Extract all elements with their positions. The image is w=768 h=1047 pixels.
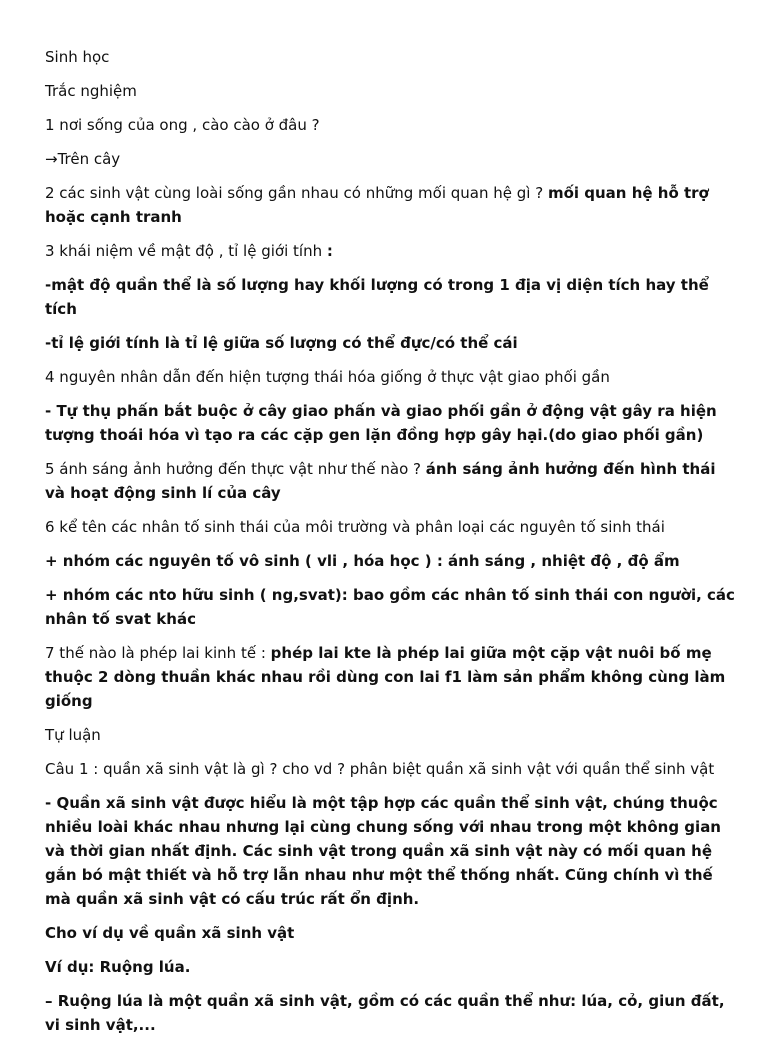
question-5-answer: ánh sáng ảnh hưởng đến hình thái và hoạt động sinh lí của cây xyxy=(45,460,716,502)
section-heading-trac-nghiem: Trắc nghiệm xyxy=(45,82,137,100)
question-1: 1 nơi sống của ong , cào cào ở đâu ? xyxy=(45,116,320,134)
question-7-text: 7 thế nào là phép lai kinh tế : xyxy=(45,644,271,662)
essay-question-1: Câu 1 : quần xã sinh vật là gì ? cho vd ? phân biệt quần xã sinh vật với quần thể sinh vật xyxy=(45,760,715,778)
essay-example-heading: Cho ví dụ về quần xã sinh vật xyxy=(45,924,295,942)
answer-6-biotic: + nhóm các nto hữu sinh ( ng,svat): bao gồm các nhân tố sinh thái con người, các nhân tố svat khác xyxy=(45,586,735,628)
question-7 xyxy=(45,641,735,713)
document-page xyxy=(45,45,735,1047)
doc-title: Sinh học xyxy=(45,48,110,66)
question-2 xyxy=(45,181,735,229)
question-5-text: 5 ánh sáng ảnh hưởng đến thực vật như thế nào ? xyxy=(45,460,426,478)
question-5 xyxy=(45,457,735,505)
question-7-answer: phép lai kte là phép lai giữa một cặp vật nuôi bố mẹ thuộc 2 dòng thuần khác nhau rồi dùng con lai f1 làm sản phẩm không cùng làm giống xyxy=(45,644,726,710)
question-3-text: 3 khái niệm về mật độ , tỉ lệ giới tính xyxy=(45,242,327,260)
question-6: 6 kể tên các nhân tố sinh thái của môi trường và phân loại các nguyên tố sinh thái xyxy=(45,518,665,536)
question-2-answer: mối quan hệ hỗ trợ hoặc cạnh tranh xyxy=(45,184,709,226)
question-3 xyxy=(45,239,735,263)
section-heading-tu-luan: Tự luận xyxy=(45,726,101,744)
essay-answer-definition: - Quần xã sinh vật được hiểu là một tập hợp các quần thể sinh vật, chúng thuộc nhiều loài khác nhau nhưng lại cùng chung sống với nhau trong một không gian và thời gian nhất định. Các sinh vật trong quần xã sinh vật này có mối quan hệ gắn bó mật thiết và hỗ trợ lẫn nhau như một thể thống nhất. Cũng chính vì thế mà quần xã sinh vật có cấu trúc rất ổn định. xyxy=(45,794,721,908)
question-2-text: 2 các sinh vật cùng loài sống gần nhau có những mối quan hệ gì ? xyxy=(45,184,548,202)
answer-1: →Trên cây xyxy=(45,150,121,168)
question-4: 4 nguyên nhân dẫn đến hiện tượng thái hóa giống ở thực vật giao phối gần xyxy=(45,368,610,386)
answer-6-abiotic: + nhóm các nguyên tố vô sinh ( vli , hóa học ) : ánh sáng , nhiệt độ , độ ẩm xyxy=(45,552,680,570)
essay-example-label: Ví dụ: Ruộng lúa. xyxy=(45,958,191,976)
essay-example-detail: – Ruộng lúa là một quần xã sinh vật, gồm có các quần thể như: lúa, cỏ, giun đất, vi sinh vật,... xyxy=(45,992,725,1034)
answer-4: - Tự thụ phấn bắt buộc ở cây giao phấn và giao phối gần ở động vật gây ra hiện tượng thoái hóa vì tạo ra các cặp gen lặn đồng hợp gây hại.(do giao phối gần) xyxy=(45,402,717,444)
answer-3-density: -mật độ quần thể là số lượng hay khối lượng có trong 1 địa vị diện tích hay thể tích xyxy=(45,276,709,318)
question-3-colon: : xyxy=(326,242,333,260)
answer-3-sex-ratio: -tỉ lệ giới tính là tỉ lệ giữa số lượng có thể đực/có thể cái xyxy=(45,334,518,352)
